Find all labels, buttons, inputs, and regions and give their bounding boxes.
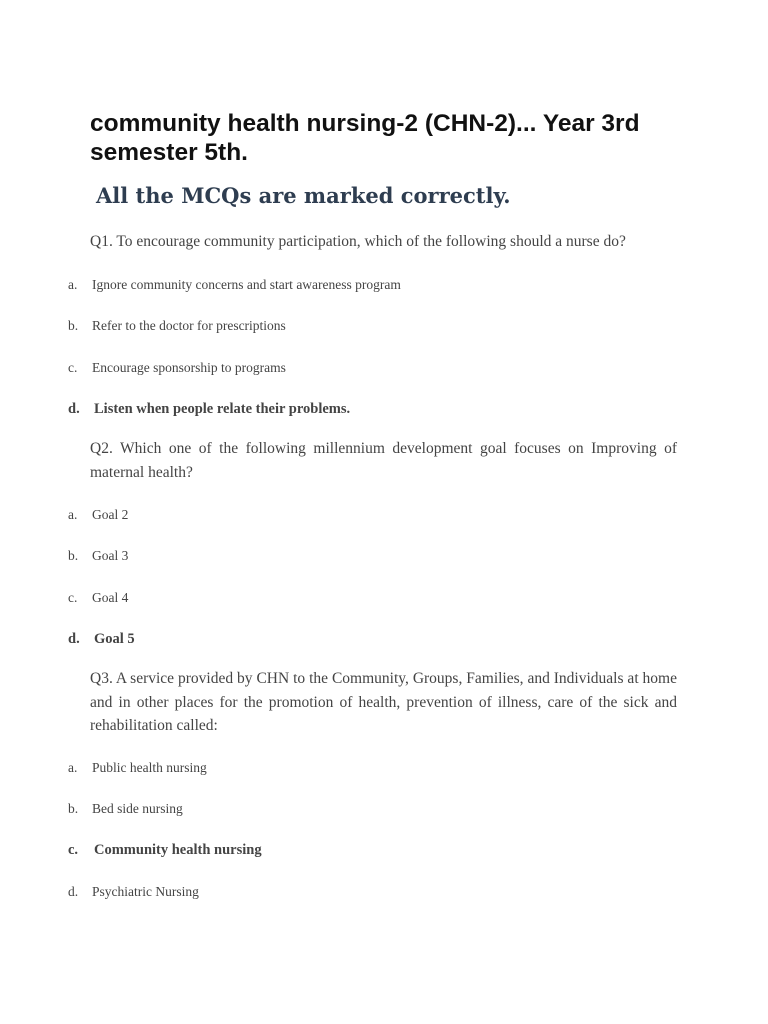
q2-option-a	[68, 505, 128, 525]
option-letter: a.	[68, 277, 78, 292]
q1-option-c	[68, 358, 286, 378]
option-text: Goal 4	[92, 590, 129, 605]
option-letter: a.	[68, 507, 78, 522]
option-letter: c.	[68, 590, 78, 605]
q3-option-a	[68, 758, 207, 778]
option-letter: c.	[68, 360, 78, 375]
option-text: Bed side nursing	[92, 801, 183, 816]
option-letter: c.	[68, 842, 79, 858]
option-text: Refer to the doctor for prescriptions	[92, 318, 286, 333]
q2-option-b	[68, 546, 128, 566]
option-letter: b.	[68, 548, 79, 563]
q2-option-c	[68, 588, 128, 608]
document-title: community health nursing-2 (CHN-2)... Year 3rd semester 5th.	[90, 110, 640, 166]
option-text: Psychiatric Nursing	[92, 884, 199, 899]
q1-option-a	[68, 275, 401, 295]
option-letter: a.	[68, 760, 78, 775]
option-text: Goal 3	[92, 548, 129, 563]
q3-option-d	[68, 882, 199, 902]
option-text: Goal 2	[92, 507, 129, 522]
q3-option-b	[68, 799, 183, 819]
option-text: Ignore community concerns and start awareness program	[92, 277, 401, 292]
question-3: Q3. A service provided by CHN to the Community, Groups, Families, and Individuals at home and in other places for the promotion of health, prevention of illness, care of the sick and rehabilitation called:	[90, 670, 677, 734]
q1-option-d-correct	[68, 399, 350, 419]
option-text: Encourage sponsorship to programs	[92, 360, 286, 375]
document-subtitle: All the MCQs are marked correctly.	[96, 183, 511, 208]
q3-option-c-correct	[68, 840, 262, 860]
option-text: Goal 5	[94, 631, 135, 647]
option-letter: d.	[68, 884, 79, 899]
option-text: Community health nursing	[94, 842, 262, 858]
option-text: Public health nursing	[92, 760, 207, 775]
question-1: Q1. To encourage community participation, which of the following should a nurse do?	[90, 233, 626, 250]
option-letter: d.	[68, 401, 80, 417]
option-letter: b.	[68, 318, 79, 333]
option-letter: b.	[68, 801, 79, 816]
option-text: Listen when people relate their problems.	[94, 401, 351, 417]
question-2: Q2. Which one of the following millennium development goal focuses on Improving of maternal health?	[90, 440, 677, 481]
q2-option-d-correct	[68, 629, 135, 649]
q1-option-b	[68, 316, 286, 336]
option-letter: d.	[68, 631, 80, 647]
